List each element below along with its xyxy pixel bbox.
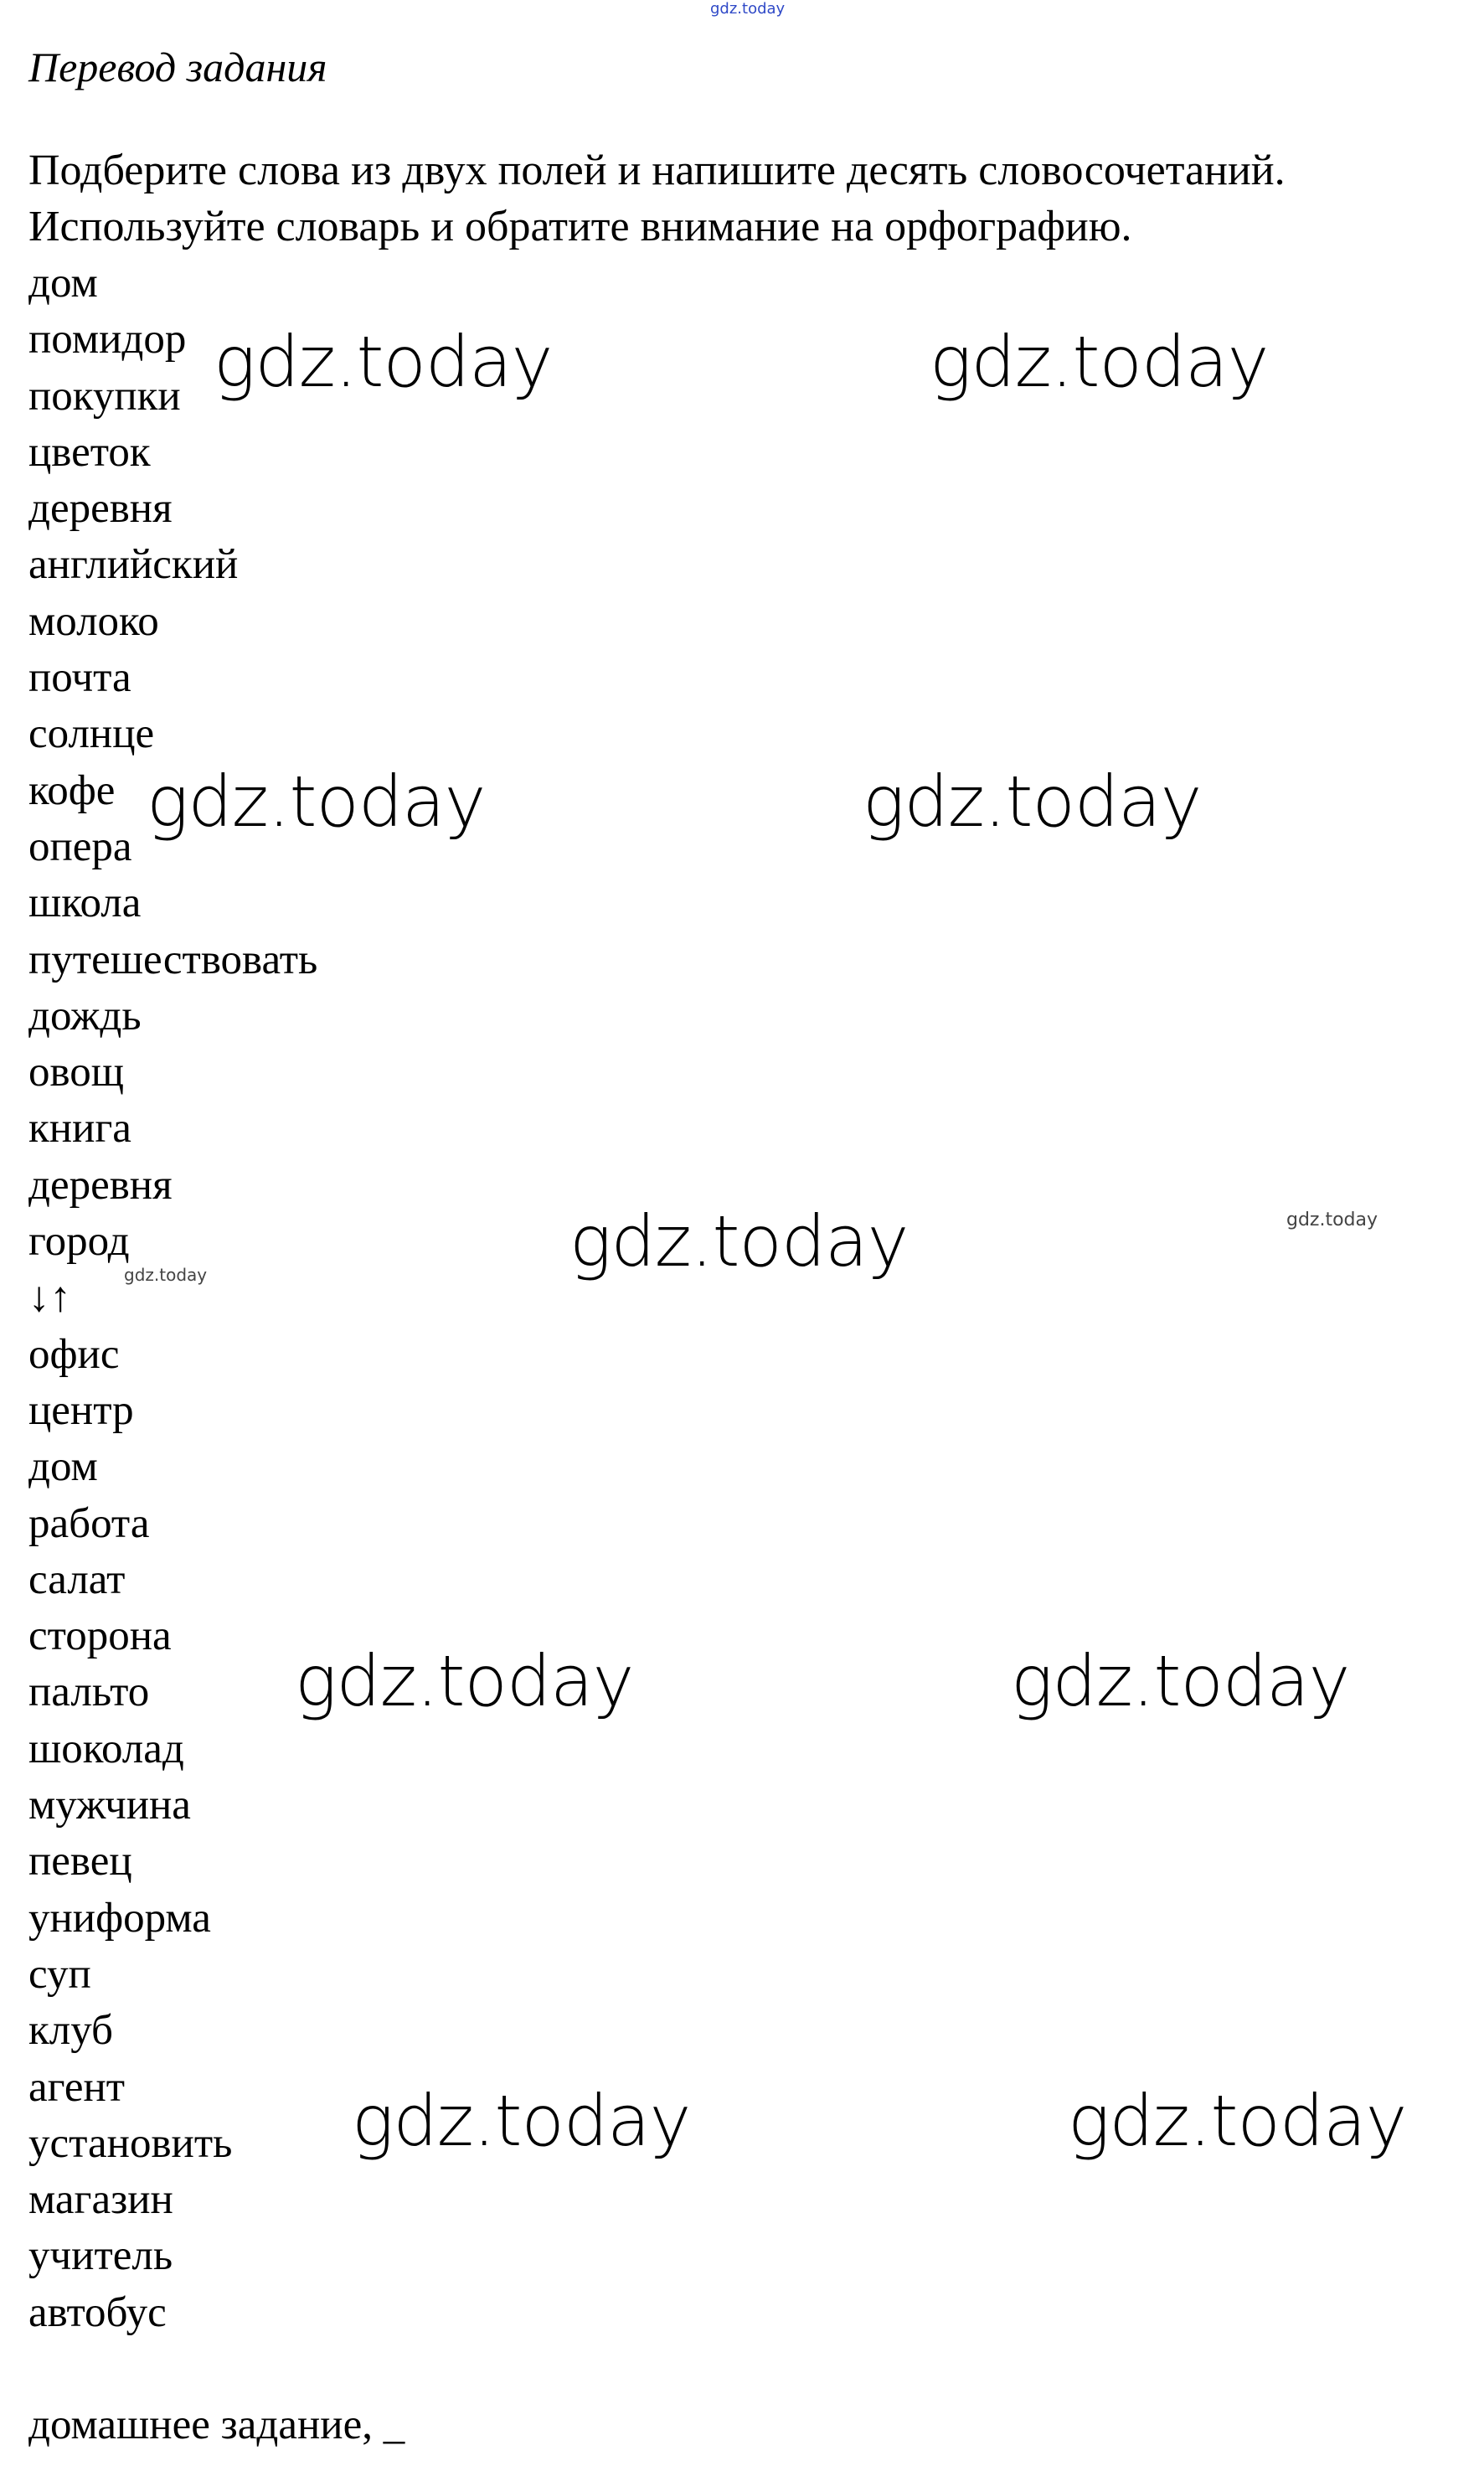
watermark-text-small: gdz.today	[1286, 1210, 1378, 1230]
list-item: сторона	[28, 1612, 172, 1660]
list-item: автобус	[28, 2288, 167, 2336]
watermark-text: gdz.today	[1011, 1640, 1350, 1722]
watermark-text: gdz.today	[295, 1640, 634, 1722]
arrows-divider: ↓↑	[28, 1274, 71, 1322]
list-item: агент	[28, 2063, 126, 2111]
page-title: Перевод задания	[28, 44, 327, 90]
watermark-text: gdz.today	[214, 321, 553, 403]
list-item: английский	[28, 541, 239, 589]
list-item: дом	[28, 1443, 98, 1491]
footer-note: домашнее задание, _	[28, 2401, 405, 2448]
list-item: путешествовать	[28, 936, 318, 983]
list-item: суп	[28, 1950, 91, 1998]
list-item: город	[28, 1218, 130, 1266]
list-item: клуб	[28, 2007, 114, 2055]
list-item: солнце	[28, 710, 155, 758]
list-item: униформа	[28, 1894, 211, 1942]
watermark-text: gdz.today	[352, 2080, 691, 2162]
list-item: дом	[28, 260, 98, 307]
list-item: шоколад	[28, 1725, 184, 1772]
watermark-text: gdz.today	[930, 321, 1269, 403]
list-item: покупки	[28, 372, 181, 420]
list-item: опера	[28, 823, 132, 870]
list-item: цветок	[28, 428, 151, 476]
list-item: центр	[28, 1386, 134, 1434]
list-item: работа	[28, 1499, 150, 1547]
list-item: офис	[28, 1330, 120, 1378]
list-item: пальто	[28, 1669, 150, 1716]
list-item: кофе	[28, 766, 116, 814]
instructions	[28, 142, 1469, 255]
list-item: учитель	[28, 2232, 173, 2280]
top-watermark: gdz.today	[710, 0, 786, 18]
watermark-text: gdz.today	[147, 761, 486, 843]
watermark-text: gdz.today	[863, 761, 1202, 843]
list-item: книга	[28, 1105, 131, 1153]
list-item: помидор	[28, 316, 187, 364]
list-item: установить	[28, 2119, 233, 2167]
list-item: овощ	[28, 1049, 125, 1096]
list-item: дождь	[28, 992, 142, 1039]
watermark-text: gdz.today	[1068, 2080, 1407, 2162]
instruction-line: Подберите слова из двух полей и напишите десять словосочетаний.	[28, 147, 1286, 194]
list-item: деревня	[28, 1161, 173, 1209]
list-item: молоко	[28, 597, 159, 645]
list-item: почта	[28, 654, 131, 702]
word-list	[28, 255, 317, 2341]
list-item: школа	[28, 880, 142, 927]
watermark-text-small: gdz.today	[124, 1265, 208, 1285]
list-item: мужчина	[28, 1782, 191, 1829]
watermark-text: gdz.today	[569, 1200, 909, 1282]
list-item: певец	[28, 1838, 132, 1885]
instruction-line: Используйте словарь и обратите внимание на орфографию.	[28, 203, 1132, 250]
list-item: деревня	[28, 485, 173, 533]
list-item: магазин	[28, 2176, 173, 2224]
list-item: салат	[28, 1555, 126, 1603]
